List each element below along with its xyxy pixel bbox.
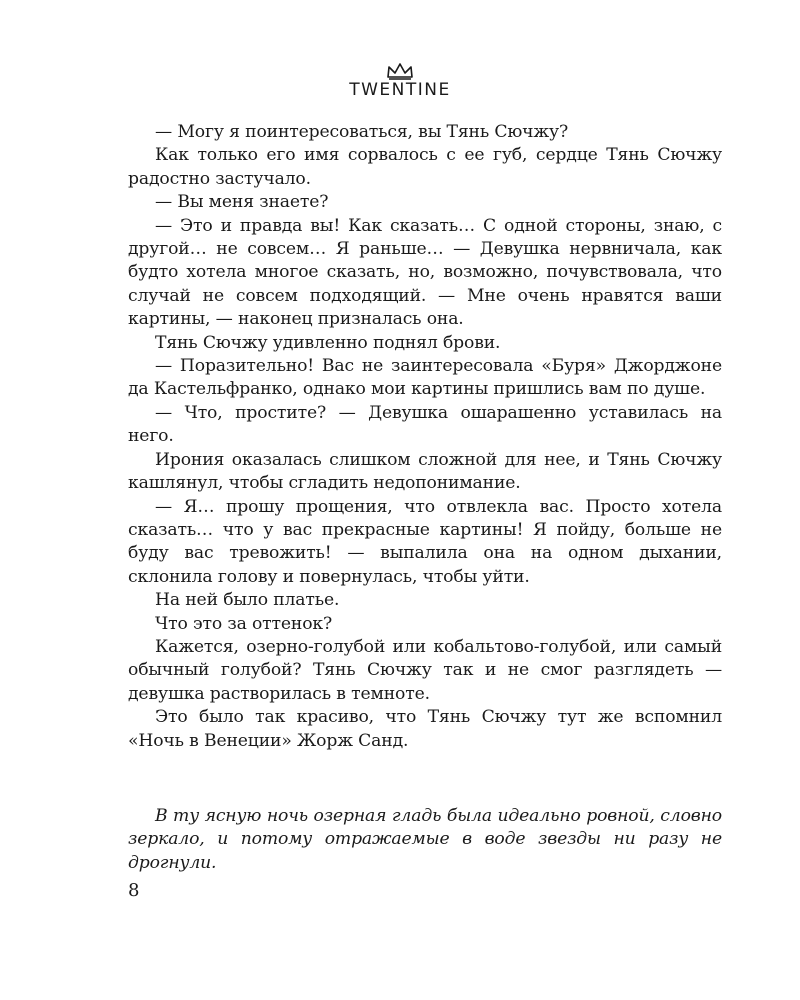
paragraph: — Вы меня знаете?	[155, 192, 329, 213]
paragraph: Как только его имя сорвалось с ее губ, сердце Тянь Сючжу радостно застучало.	[128, 145, 722, 189]
quote-text: В ту ясную ночь озерная гладь была идеально ровной, словно зеркало, и потому отражаемые в воде звезды ни разу не дрогнули.	[128, 806, 722, 873]
page-header	[0, 62, 800, 100]
paragraph: Тянь Сючжу удивленно поднял брови.	[155, 332, 501, 353]
paragraph: — Что, простите? — Девушка ошарашенно уставилась на него.	[128, 402, 722, 447]
crown-icon	[385, 62, 415, 80]
page-number: 8	[128, 880, 140, 901]
paragraph: — Это и правда вы! Как сказать… С одной стороны, знаю, с другой… не совсем… Я раньше… — Девушка нервничала, как будто хотела многое сказать, но, возможно, почувствовала, что случай не совсем подходящий. — Мне очень нравятся ваши картины, — наконец призналась она.	[128, 215, 722, 330]
paragraph: Кажется, озерно-голубой или кобальтово-голубой, или самый обычный голубой? Тянь Сючжу так и не смог разглядеть — девушка растворилась в темноте.	[128, 636, 722, 704]
paragraph: Что это за оттенок?	[155, 613, 333, 634]
italic-quote	[128, 805, 722, 875]
paragraph: Ирония оказалась слишком сложной для нее, и Тянь Сючжу кашлянул, чтобы сгладить недопонимание.	[128, 449, 722, 494]
paragraph: Это было так красиво, что Тянь Сючжу тут же вспомнил «Ночь в Венеции» Жорж Санд.	[128, 707, 722, 751]
paragraph: — Поразительно! Вас не заинтересовала «Буря» Джорджоне да Кастельфранко, однако мои картины пришлись вам по душе.	[128, 356, 722, 400]
publisher-brand: TWENTINE	[349, 80, 451, 100]
paragraph: — Я… прошу прощения, что отвлекла вас. Просто хотела сказать… что у вас прекрасные картины! Я пойду, больше не буду вас тревожить! — выпалила она на одном дыхании, склонила голову и повернулась, чтобы уйти.	[128, 496, 722, 587]
main-text	[128, 121, 722, 753]
paragraph: На ней было платье.	[155, 590, 340, 611]
paragraph: — Могу я поинтересоваться, вы Тянь Сючжу?	[155, 122, 569, 142]
